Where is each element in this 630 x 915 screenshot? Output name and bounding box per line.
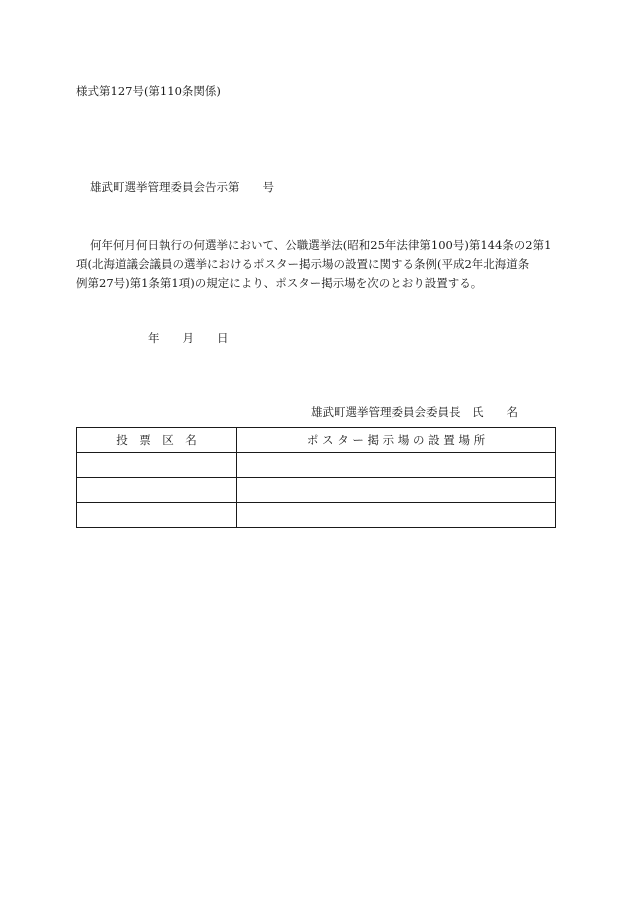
table-cell — [77, 503, 237, 528]
header-voting-district: 投 票 区 名 — [77, 428, 237, 453]
signature-line: 雄武町選挙管理委員会委員長 氏 名 — [311, 405, 518, 419]
table-cell — [237, 478, 556, 503]
table-cell — [237, 503, 556, 528]
table-row — [77, 478, 556, 503]
body-text-line: 何年何月何日執行の何選挙において、公職選挙法(昭和25年法律第100号)第144条の2第1 — [90, 238, 552, 252]
table-cell — [77, 453, 237, 478]
table-row — [77, 453, 556, 478]
body-text-line: 例第27号)第1条第1項)の規定により、ポスター掲示場を次のとおり設置する。 — [76, 276, 483, 290]
notice-number: 雄武町選挙管理委員会告示第 号 — [90, 180, 274, 194]
poster-location-table — [76, 427, 556, 528]
table-row — [77, 503, 556, 528]
table-header-row — [77, 428, 556, 453]
form-number: 様式第127号(第110条関係) — [76, 84, 221, 98]
header-poster-location: ポ ス タ ー 掲 示 場 の 設 置 場 所 — [237, 428, 556, 453]
table-cell — [237, 453, 556, 478]
table-cell — [77, 478, 237, 503]
date-line: 年 月 日 — [148, 331, 229, 345]
body-text-line: 項(北海道議会議員の選挙におけるポスター掲示場の設置に関する条例(平成2年北海道条 — [76, 257, 530, 271]
